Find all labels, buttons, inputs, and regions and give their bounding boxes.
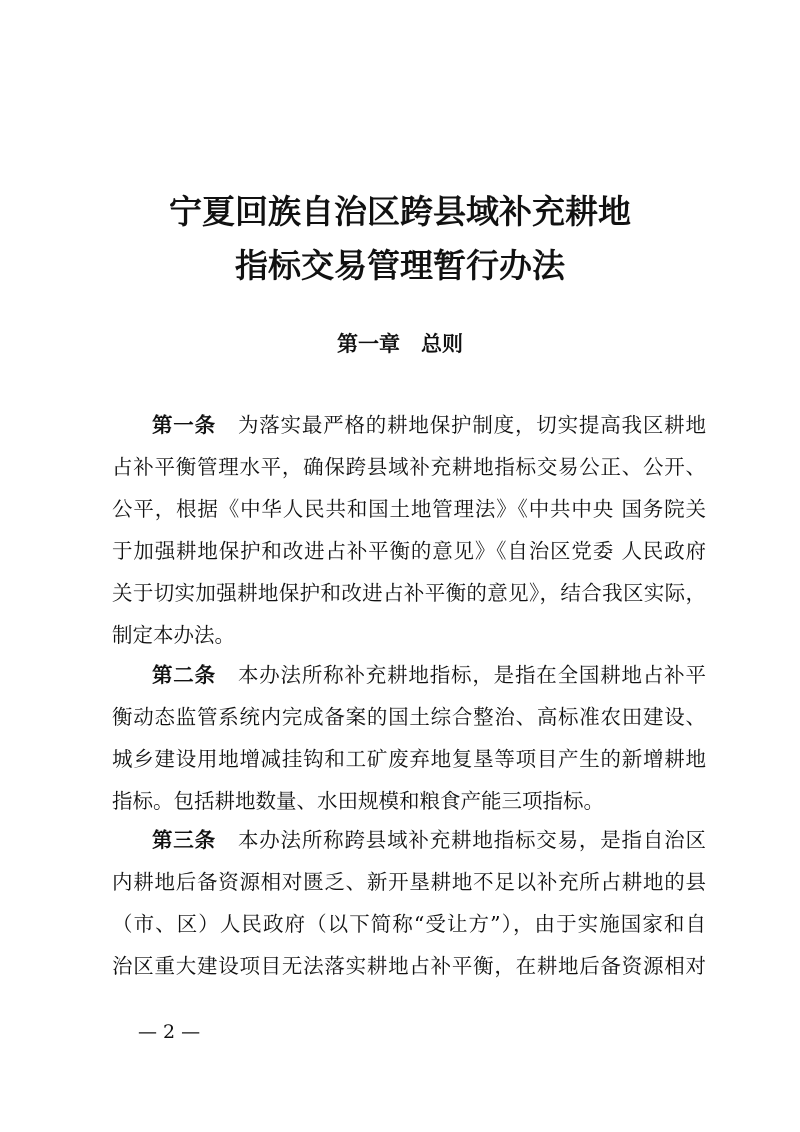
article-1-line-3: 公平，根据《中华人民共和国土地管理法》《中共中央 国务院关	[112, 497, 706, 521]
article-2-line-2: 衡动态监管系统内完成备案的国土综合整治、高标准农田建设、	[112, 705, 706, 729]
article-1-line-5: 关于切实加强耕地保护和改进占补平衡的意见》，结合我区实际，	[112, 581, 706, 605]
article-3-line-1	[152, 820, 706, 860]
page-number: — 2 —	[138, 1021, 201, 1043]
chapter-heading: 第一章 总则	[337, 332, 463, 356]
article-text: 本办法所称补充耕地指标，是指在全国耕地占补平	[237, 663, 706, 687]
document-title-line-2: 指标交易管理暂行办法	[235, 246, 565, 285]
article-3-line-4: 治区重大建设项目无法落实耕地占补平衡，在耕地后备资源相对	[112, 954, 706, 978]
article-3-line-3: （市、区）人民政府（以下简称“受让方”），由于实施国家和自	[112, 912, 706, 936]
article-2-line-3: 城乡建设用地增减挂钩和工矿废弃地复垦等项目产生的新增耕地	[112, 747, 706, 771]
article-text: 本办法所称跨县域补充耕地指标交易，是指自治区	[237, 828, 706, 852]
article-text: 为落实最严格的耕地保护制度，切实提高我区耕地	[237, 413, 706, 437]
article-1-line-2: 占补平衡管理水平，确保跨县域补充耕地指标交易公正、公开、	[112, 455, 706, 479]
article-3-label: 第三条	[152, 828, 216, 852]
article-1-label: 第一条	[152, 413, 216, 437]
article-1-line-4: 于加强耕地保护和改进占补平衡的意见》《自治区党委 人民政府	[112, 539, 706, 563]
article-2-line-4: 指标。包括耕地数量、水田规模和粮食产能三项指标。	[112, 789, 604, 813]
article-1-line-1	[152, 405, 706, 445]
document-title-line-1: 宁夏回族自治区跨县域补充耕地	[169, 192, 631, 231]
article-3-line-2: 内耕地后备资源相对匮乏、新开垦耕地不足以补充所占耕地的县	[112, 870, 706, 894]
article-2-label: 第二条	[152, 663, 216, 687]
article-2-line-1	[152, 655, 706, 695]
article-1-line-6: 制定本办法。	[112, 623, 235, 647]
